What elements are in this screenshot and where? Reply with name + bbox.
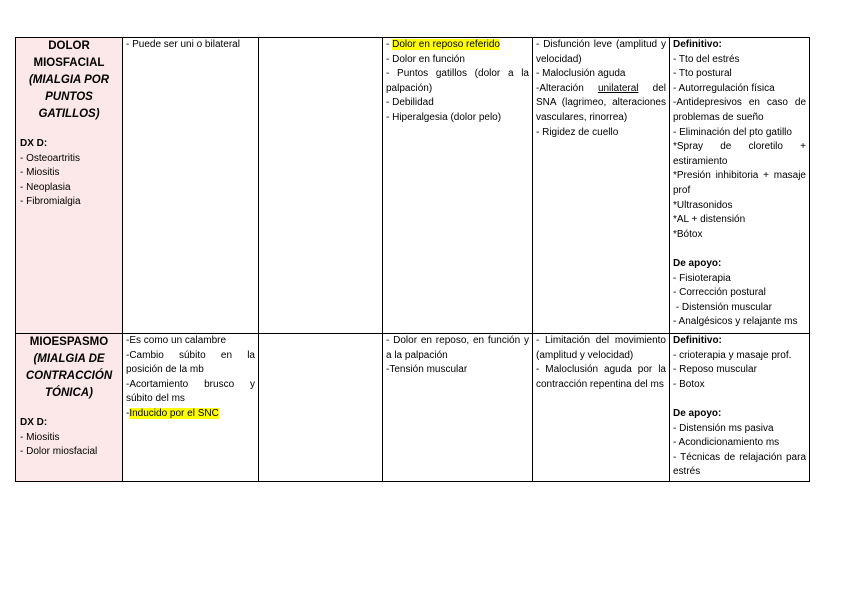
definitive-label: Definitivo:: [673, 39, 722, 50]
dx-item: - Miositis: [20, 167, 60, 179]
dx-item: - Fibromialgia: [20, 196, 81, 208]
disorder-title: MIOESPASMO: [29, 336, 109, 348]
disorders-table: [15, 37, 810, 482]
highlighted-text: Inducido por el SNC: [129, 407, 219, 419]
table-row: [16, 38, 810, 334]
highlighted-text: Dolor en reposo referido: [392, 39, 500, 50]
disorder-name-cell: [16, 38, 123, 334]
list-item: - Rigidez de cuello: [536, 126, 619, 138]
dx-item: - Osteoartritis: [20, 152, 81, 164]
list-item: - Tto del estrés: [673, 53, 740, 65]
dx-item: - Neoplasia: [20, 181, 71, 193]
list-item: - Distensión ms pasiva: [673, 422, 774, 434]
list-item: - Disfunción leve (amplitud y velocidad): [536, 39, 666, 65]
support-label: De apoyo:: [673, 407, 722, 419]
list-item: - Maloclusión aguda por la contracción repentina del ms: [536, 364, 666, 390]
list-item: - Analgésicos y relajante ms: [673, 316, 798, 328]
list-item: - Debilidad: [386, 97, 434, 109]
dx-label: DX D:: [20, 138, 48, 149]
list-item: -Acortamiento brusco y súbito del ms: [126, 378, 255, 405]
dx-item: - Miositis: [20, 431, 60, 443]
list-item: - Dolor en reposo, en función y a la palpación: [386, 335, 529, 361]
signs-cell: [533, 334, 670, 482]
list-item: - Tto postural: [673, 68, 732, 80]
list-item: - Dolor en reposo referido: [386, 39, 500, 50]
list-item: - Limitación del movimiento (amplitud y velocidad): [536, 335, 666, 361]
list-item: *Ultrasonidos: [673, 199, 733, 211]
symptoms-cell: [383, 334, 533, 482]
list-item: - Eliminación del pto gatillo: [673, 126, 792, 138]
list-item: - Distensión muscular: [673, 301, 772, 313]
list-item: *AL + distensión: [673, 214, 746, 226]
list-item: - Reposo muscular: [673, 364, 757, 376]
dx-item: - Dolor miosfacial: [20, 446, 98, 458]
characteristics-cell: [123, 334, 259, 482]
list-item: - Autorregulación física: [673, 82, 775, 94]
list-item: -Alteración unilateral del SNA (lagrimeo, alteraciones vasculares, rinorrea): [536, 82, 667, 123]
dx-label: DX D:: [20, 417, 48, 428]
disorder-subtitle: (MIALGIA DE CONTRACCIÓN TÓNICA): [25, 353, 113, 399]
treatment-cell: [670, 334, 810, 482]
disorder-name-cell: [16, 334, 123, 482]
list-item: - Fisioterapia: [673, 272, 731, 284]
table-row: [16, 334, 810, 482]
symptoms-cell: [383, 38, 533, 334]
treatment-cell: [670, 38, 810, 334]
list-item: - Dolor en función: [386, 53, 465, 65]
list-item: -Tensión muscular: [386, 364, 468, 376]
list-item: -Inducido por el SNC: [126, 407, 219, 419]
list-item: *Spray de cloretilo + estiramiento: [673, 141, 806, 167]
definitive-label: Definitivo:: [673, 335, 722, 346]
list-item: *Presión inhibitoria + masaje prof: [673, 170, 806, 196]
underlined-text: unilateral: [597, 82, 639, 94]
list-item: - Hiperalgesia (dolor pelo): [386, 111, 502, 123]
list-item: - crioterapia y masaje prof.: [673, 349, 792, 361]
empty-cell: [259, 38, 383, 334]
characteristics-cell: [123, 38, 259, 334]
list-item: - Técnicas de relajación para estrés: [673, 451, 806, 478]
list-item: - Puntos gatillos (dolor a la palpación): [386, 68, 529, 94]
list-item: -Antidepresivos en caso de problemas de sueño: [673, 97, 806, 123]
disorder-title: DOLOR MIOSFACIAL: [33, 40, 105, 69]
list-item: -Cambio súbito en la posición de la mb: [126, 349, 255, 376]
list-item: - Puede ser uni o bilateral: [126, 39, 240, 50]
signs-cell: [533, 38, 670, 334]
list-item: - Corrección postural: [673, 287, 766, 299]
list-item: - Acondicionamiento ms: [673, 437, 780, 449]
support-label: De apoyo:: [673, 257, 722, 269]
disorder-subtitle: (MIALGIA POR PUNTOS GATILLOS): [28, 74, 110, 120]
list-item: *Bótox: [673, 228, 703, 240]
list-item: -Es como un calambre: [126, 335, 227, 346]
list-item: - Maloclusión aguda: [536, 68, 626, 80]
list-item: - Botox: [673, 378, 705, 390]
empty-cell: [259, 334, 383, 482]
